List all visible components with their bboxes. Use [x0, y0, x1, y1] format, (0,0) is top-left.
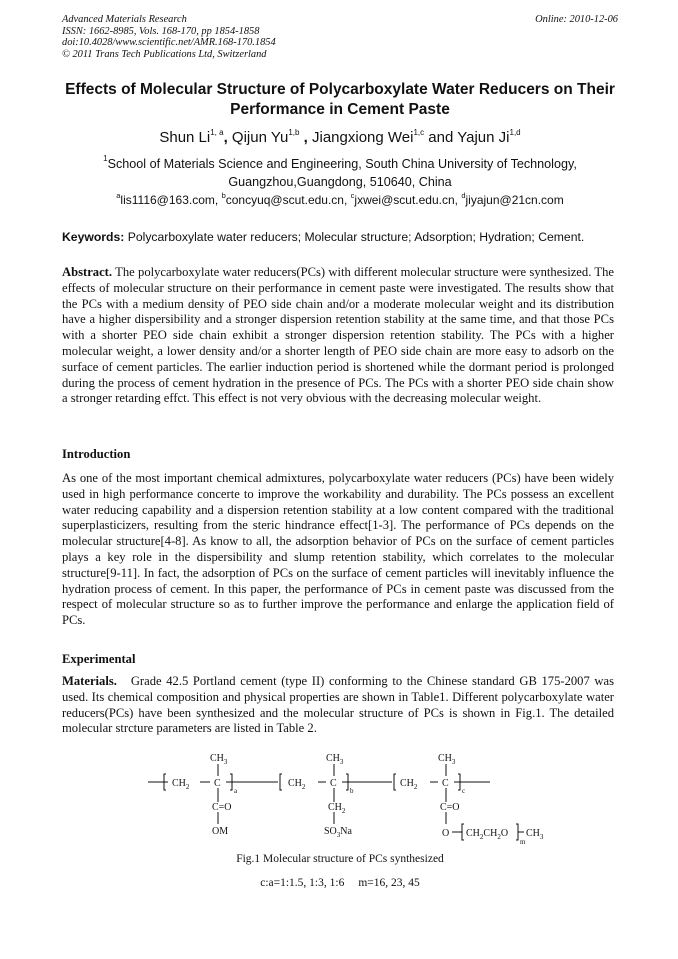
methylene-label: $CH_2$: [288, 778, 306, 791]
keywords-label: Keywords:: [62, 230, 125, 244]
copyright-line: © 2011 Trans Tech Publications Ltd, Switzerland: [62, 48, 267, 60]
email-superscript: a: [116, 191, 121, 200]
email-link[interactable]: jiyajun@21cn.com: [465, 193, 564, 207]
materials-label: Materials.: [62, 674, 117, 688]
methylene-label: $CH_2$: [328, 802, 346, 815]
journal-header: [62, 14, 618, 60]
author-name: Yajun Ji: [457, 129, 510, 146]
affiliation-line: School of Materials Science and Engineering, South China University of Technology,: [107, 157, 577, 171]
author-name: Jiangxiong Wei: [312, 129, 414, 146]
paper-title: Effects of Molecular Structure of Polycarboxylate Water Reducers on Their Performance in Cement Paste: [65, 81, 615, 118]
carbon-label: C: [330, 778, 337, 789]
author-name: Shun Li: [159, 129, 211, 146]
om-label: OM: [212, 826, 229, 837]
author-separator: ,: [223, 129, 228, 146]
methyl-label: $CH_3$: [326, 753, 344, 766]
author-superscript: 1, a: [210, 128, 224, 137]
methylene-label: $CH_2$: [400, 778, 418, 791]
figure-parameters: [62, 877, 618, 889]
email-link[interactable]: lis1116@163.com,: [120, 193, 219, 207]
email-superscript: d: [461, 191, 466, 200]
abstract: [62, 265, 614, 407]
abstract-text: The polycarboxylate water reducers(PCs) with different molecular structure were synthesized. The effects of molecular structure on their performance in cement paste were investigated. The results show that the PCs with a medium density of PEO side chain and/or a moderate molecular weight and its distribution have a higher dispersibility and a stronger dispersion retention stability at the same time, and that those PCs with a shorter PEO side chain exhibit a stronger dispersion retention stability. The PCs with a higher molecular weight, a lower density and/or a shorter length of PEO side chain are more easy to adsorb on the surface of cement particles. The earlier induction period is shortened while the dormant period is prolonged during the process of cement hydration in the presence of PCs. The PCs with a shorter PEO side chain show a stronger retarding effct. This effect is not very obvious with the decreasing molecular weight.: [62, 265, 615, 406]
keywords: [62, 230, 618, 245]
author-separator: ,: [303, 129, 308, 146]
email-superscript: b: [221, 191, 226, 200]
subscript-a: a: [234, 787, 238, 795]
section-heading-experimental: Experimental: [62, 652, 136, 666]
author-name: Qijun Yu: [231, 129, 289, 146]
author-superscript: 1,c: [413, 128, 425, 137]
affiliation-superscript: 1: [103, 154, 108, 163]
issn-line: ISSN: 1662-8985, Vols. 168-170, pp 1854-1858: [62, 25, 260, 37]
subscript-b: b: [350, 787, 354, 795]
carbon-label: C: [214, 778, 221, 789]
molecular-structure-figure: [140, 752, 544, 852]
author-superscript: 1,d: [509, 128, 521, 137]
methyl-label: $CH_3$: [210, 753, 228, 766]
email-list: [62, 193, 618, 208]
journal-name: Advanced Materials Research: [62, 14, 187, 25]
introduction-text: As one of the most important chemical admixtures, polycarboxylate water reducers (PCs) have been widely used in high performance concerte to improve the workability and durability. The PCs possess an excellent water reducing capability and a dispersion retention stability at a low content compared with the traditional superplasticizers, resulting from the steric hindrance effect[1-3]. The performance of PCs depends on the molecular structure[4-8]. As know to all, the adsorption behavior of PCs on the surface of cement particles plays a key role in the dispersibility and slump retention stability, which correlates to the molecular structure[9-11]. In fact, the adsorption of PCs on the surface of cement particles will inevitably influence the hydration process of cement. In this paper, the performance of PCs in cement paste was discussed from the respect of molecular structure so as to further improve the performance and enlarge the application field of PCs.: [62, 471, 614, 628]
ester-oxygen-label: O: [442, 828, 450, 839]
email-link[interactable]: concyuq@scut.edu.cn,: [225, 193, 348, 207]
keywords-text: Polycarboxylate water reducers; Molecular structure; Adsorption; Hydration; Cement.: [127, 230, 585, 244]
materials-text: Grade 42.5 Portland cement (type II) conforming to the Chinese standard GB 175-2007 was used. Its chemical composition and physical properties are shown in Table1. Different polycarboxylate water reducers(PCs) have been synthesized and the molecular structure of PCs is shown in Fig.1. The detailed molecular strcture parameters are listed in Table 2.: [62, 674, 614, 736]
materials-paragraph: [62, 674, 614, 737]
methyl-label: $CH_3$: [438, 753, 456, 766]
email-link[interactable]: jxwei@scut.edu.cn,: [354, 193, 458, 207]
email-superscript: c: [350, 191, 355, 200]
abstract-label: Abstract.: [62, 265, 113, 279]
chain-length-parameter: m=16, 23, 45: [358, 877, 420, 889]
carbonyl-label: C=O: [212, 802, 232, 813]
carbonyl-label: C=O: [440, 802, 460, 813]
author-superscript: 1,b: [288, 128, 300, 137]
subscript-c: c: [462, 787, 466, 795]
ratio-parameter: c:a=1:1.5, 1:3, 1:6: [260, 877, 345, 889]
figure-caption: Fig.1 Molecular structure of PCs synthesized: [236, 853, 444, 865]
methylene-label: $CH_2$: [172, 778, 190, 791]
doi-line: doi:10.4028/www.scientific.net/AMR.168-170.1854: [62, 37, 276, 49]
affiliation-line: Guangzhou,Guangdong, 510640, China: [228, 174, 452, 189]
subscript-m: m: [520, 838, 526, 846]
author-separator: and: [428, 129, 454, 146]
online-date: Online: 2010-12-06: [535, 14, 618, 25]
affiliation: [62, 156, 618, 191]
sulfonate-label: $SO_3Na$: [324, 826, 352, 839]
terminal-methyl-label: $CH_3$: [526, 828, 544, 841]
section-heading-introduction: Introduction: [62, 447, 131, 461]
ethylene-oxide-label: $CH_2CH_2O$: [466, 828, 509, 841]
carbon-label: C: [442, 778, 449, 789]
author-list: [62, 129, 618, 147]
